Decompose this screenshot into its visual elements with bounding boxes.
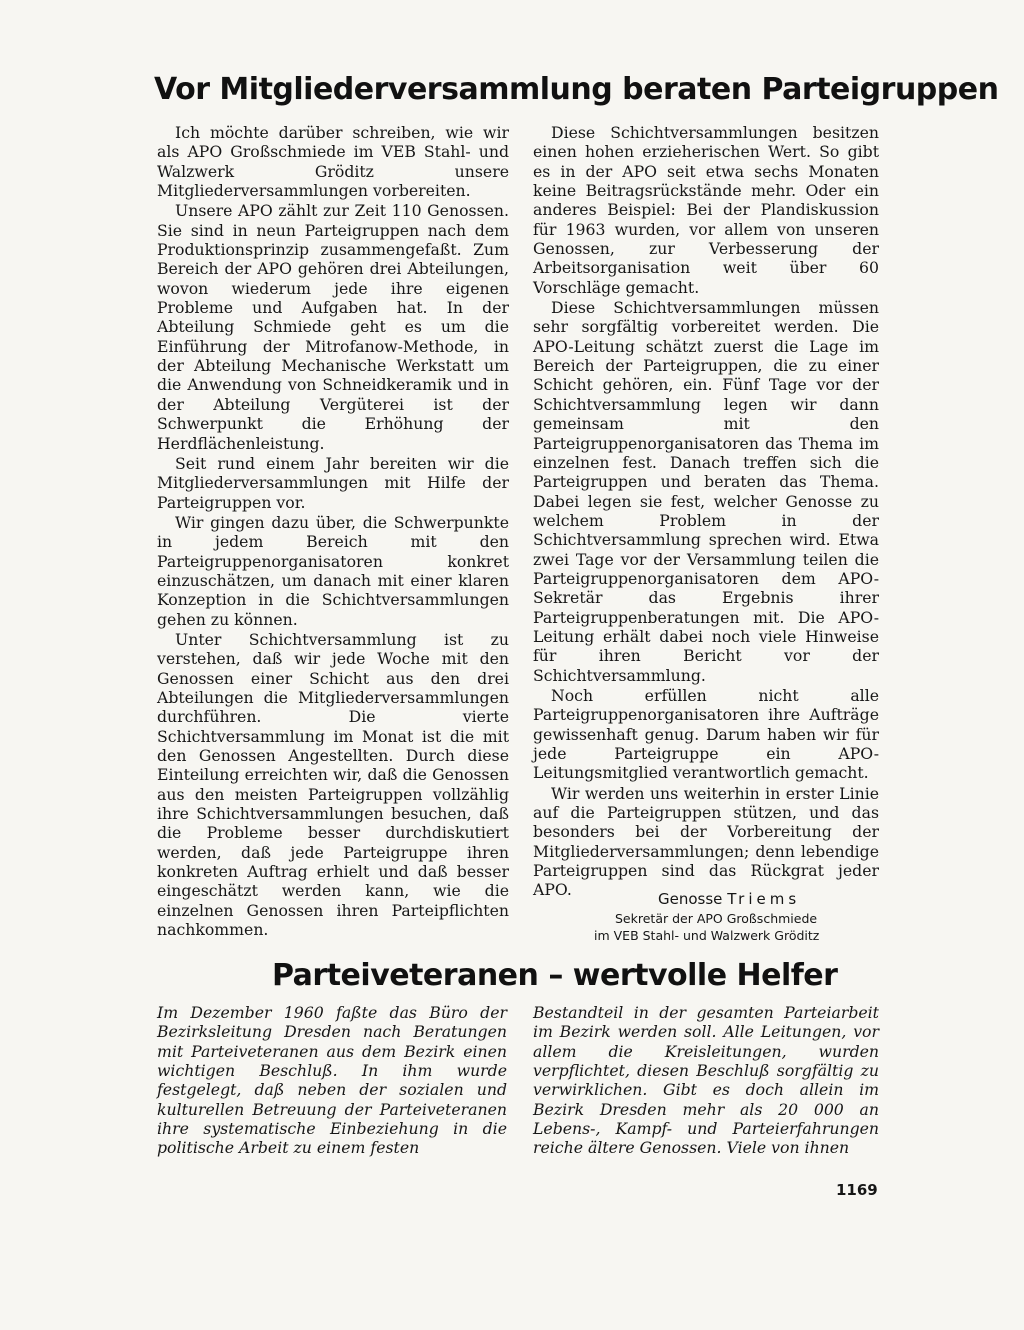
article-column-left [157, 123, 509, 939]
paragraph: Diese Schichtversammlungen besitzen einen hohen erzieherischen Wert. So gibt es in der APO seit etwa sechs Monaten keine Beitragsrückstände mehr. Oder ein anderes Beispiel: Bei der Plandiskussion für 1963 wurden, vor allem von unseren Genossen, zur Verbesserung der Arbeitsorganisation weit über 60 Vorschläge gemacht. [533, 123, 879, 297]
paragraph: Bestandteil in der gesamten Parteiarbeit im Bezirk werden soll. Alle Leitungen, vor allem die Kreisleitungen, wurden verpflichtet, diesen Beschluß sorgfältig zu verwirklichen. Gibt es doch allein im Bezirk Dresden mehr als 20 000 an Lebens-, Kampf- und Parteierfahrungen reiche ältere Genossen. Viele von ihnen [533, 1003, 879, 1158]
author-affiliation: im VEB Stahl- und Walzwerk Gröditz [594, 928, 820, 943]
author-name: Triems [727, 890, 801, 908]
paragraph: Seit rund einem Jahr bereiten wir die Mitgliederversammlungen mit Hilfe der Parteigruppen vor. [157, 453, 509, 512]
paragraph: Im Dezember 1960 faßte das Büro der Bezirksleitung Dresden nach Beratungen mit Parteiveteranen aus dem Bezirk einen wichtigen Beschluß. In ihm wurde festgelegt, daß neben der sozialen und kulturellen Betreuung der Parteiveteranen ihre systematische Einbeziehung in die politische Arbeit zu einem festen [157, 1003, 507, 1158]
author-signature [658, 890, 800, 908]
paragraph: Noch erfüllen nicht alle Parteigruppenorganisatoren ihre Aufträge gewissenhaft genug. Darum haben wir für jede Parteigruppe ein APO-Leitungsmitglied verantwortlich gemacht. [533, 685, 879, 783]
paragraph: Unter Schichtversammlung ist zu verstehen, daß wir jede Woche mit den Genossen einer Schicht aus den drei Abteilungen die Mitgliederversammlungen durchführen. Die vierte Schichtversammlung im Monat ist die mit den Genossen Angestellten. Durch diese Einteilung erreichten wir, daß die Genossen aus den meisten Parteigruppen vollzählig ihre Schichtversammlungen besuchen, daß die Probleme besser durchdiskutiert werden, daß jede Parteigruppe ihren konkreten Auftrag erhielt und daß besser eingeschätzt werden kann, wie die einzelnen Genossen ihren Parteipflichten nachkommen. [157, 629, 509, 940]
paragraph: Wir gingen dazu über, die Schwerpunkte in jedem Bereich mit den Parteigruppenorganisatoren konkret einzuschätzen, um danach mit einer klaren Konzeption in die Schichtversammlungen gehen zu können. [157, 512, 509, 629]
paragraph: Unsere APO zählt zur Zeit 110 Genossen. Sie sind in neun Parteigruppen nach dem Produktionsprinzip zusammengefaßt. Zum Bereich der APO gehören drei Abteilungen, wovon wiederum jede ihre eigenen Probleme und Aufgaben hat. In der Abteilung Schmiede geht es um die Einführung der Mitrofanow-Methode, in der Abteilung Mechanische Werkstatt um die Anwendung von Schneidkeramik und in der Abteilung Vergüterei ist der Schwerpunkt die Erhöhung der Herdflächenleistung. [157, 201, 509, 453]
paragraph: Ich möchte darüber schreiben, wie wir als APO Großschmiede im VEB Stahl- und Walzwerk Gröditz unsere Mitgliederversammlungen vorbereiten. [157, 123, 509, 201]
second-article-title: Parteiveteranen – wertvolle Helfer [272, 958, 838, 993]
author-role: Sekretär der APO Großschmiede [615, 911, 818, 926]
article-column-right [533, 123, 879, 900]
paragraph: Diese Schichtversammlungen müssen sehr sorgfältig vorbereitet werden. Die APO-Leitung schätzt zuerst die Lage im Bereich der Parteigruppen, die zu einer Schicht gehören, ein. Fünf Tage vor der Schichtversammlung legen wir dann gemeinsam mit den Parteigruppenorganisatoren das Thema im einzelnen fest. Danach treffen sich die Parteigruppen und beraten das Thema. Dabei legen sie fest, welcher Genosse zu welchem Problem in der Schichtversammlung sprechen wird. Etwa zwei Tage vor der Versammlung teilen die Parteigruppenorganisatoren dem APO-Sekretär das Ergebnis ihrer Parteigruppenberatungen mit. Die APO-Leitung erhält dabei noch viele Hinweise für ihren Bericht vor der Schichtversammlung. [533, 298, 879, 685]
author-prefix: Genosse [658, 890, 723, 908]
second-article-column-right [533, 1003, 879, 1158]
page-number: 1169 [836, 1181, 878, 1199]
article-title: Vor Mitgliederversammlung beraten Parteigruppen [154, 72, 999, 107]
second-article-column-left [157, 1003, 507, 1158]
paragraph: Wir werden uns weiterhin in erster Linie auf die Parteigruppen stützen, und das besonders bei der Vorbereitung der Mitgliederversammlungen; denn lebendige Parteigruppen sind das Rückgrat jeder APO. [533, 783, 879, 900]
